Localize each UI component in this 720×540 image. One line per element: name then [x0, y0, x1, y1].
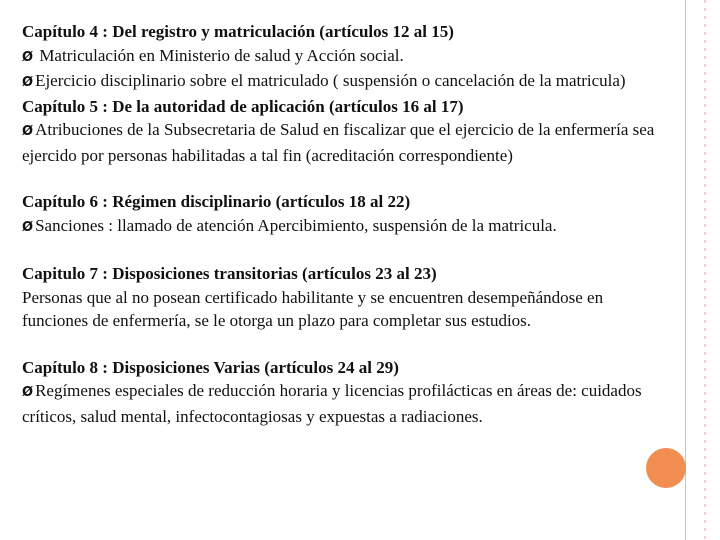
arrow-bullet-icon: Ø [22, 75, 34, 90]
chapter-5-heading: Capítulo 5 : De la autoridad de aplicación (artículos 16 al 17) [22, 96, 464, 116]
chapter-6-heading: Capítulo 6 : Régimen disciplinario (artículos 18 al 22) [22, 192, 411, 211]
bullet-text: Sanciones : llamado de atención Apercibimiento, suspensión de la matricula. [35, 215, 557, 235]
chapter-7-heading: Capitulo 7 : Disposiciones transitorias (artículos 23 al 23) [22, 264, 437, 283]
chapter-7-text: Personas que al no posean certificado habilitante y se encuentren desempeñándose en funciones de enfermería, se le otorga un plazo para completar sus estudios. [22, 287, 604, 330]
slide-content [22, 20, 662, 428]
orange-circle-decoration [646, 448, 686, 488]
bullet-text: Atribuciones de la Subsecretaria de Salud en fiscalizar que el ejercicio de la enfermería sea ejercido por personas habilitadas a tal fin (acreditación correspondiente) [22, 120, 655, 165]
arrow-bullet-icon: Ø [22, 124, 34, 139]
bullet-text: Matriculación en Ministerio de salud y Acción social. [35, 45, 404, 65]
chapter-4-bullet-2 [22, 69, 662, 95]
arrow-bullet-icon: Ø [22, 385, 34, 400]
spacer [22, 333, 662, 356]
chapter-4-bullet-1 [22, 44, 662, 70]
chapter-6-bullet-1 [22, 214, 662, 240]
chapter-8-heading: Capítulo 8 : Disposiciones Varias (artículos 24 al 29) [22, 357, 399, 377]
arrow-bullet-icon: Ø [22, 49, 34, 65]
spacer [22, 167, 662, 190]
bullet-text: Ejercicio disciplinario sobre el matriculado ( suspensión o cancelación de la matricula) [35, 71, 626, 90]
bullet-text: Regímenes especiales de reducción horaria y licencias profilácticas en áreas de: cuidados críticos, salud mental, infectocontagiosas y expuestas a radiaciones. [22, 381, 642, 426]
decorative-dashed-border [690, 0, 720, 540]
spacer [22, 239, 662, 262]
chapter-4-heading: Capítulo 4 : Del registro y matriculación (artículos 12 al 15) [22, 22, 454, 41]
arrow-bullet-icon: Ø [22, 219, 34, 235]
chapter-5-bullet-1 [22, 118, 662, 167]
chapter-8-bullet-1 [22, 379, 662, 428]
